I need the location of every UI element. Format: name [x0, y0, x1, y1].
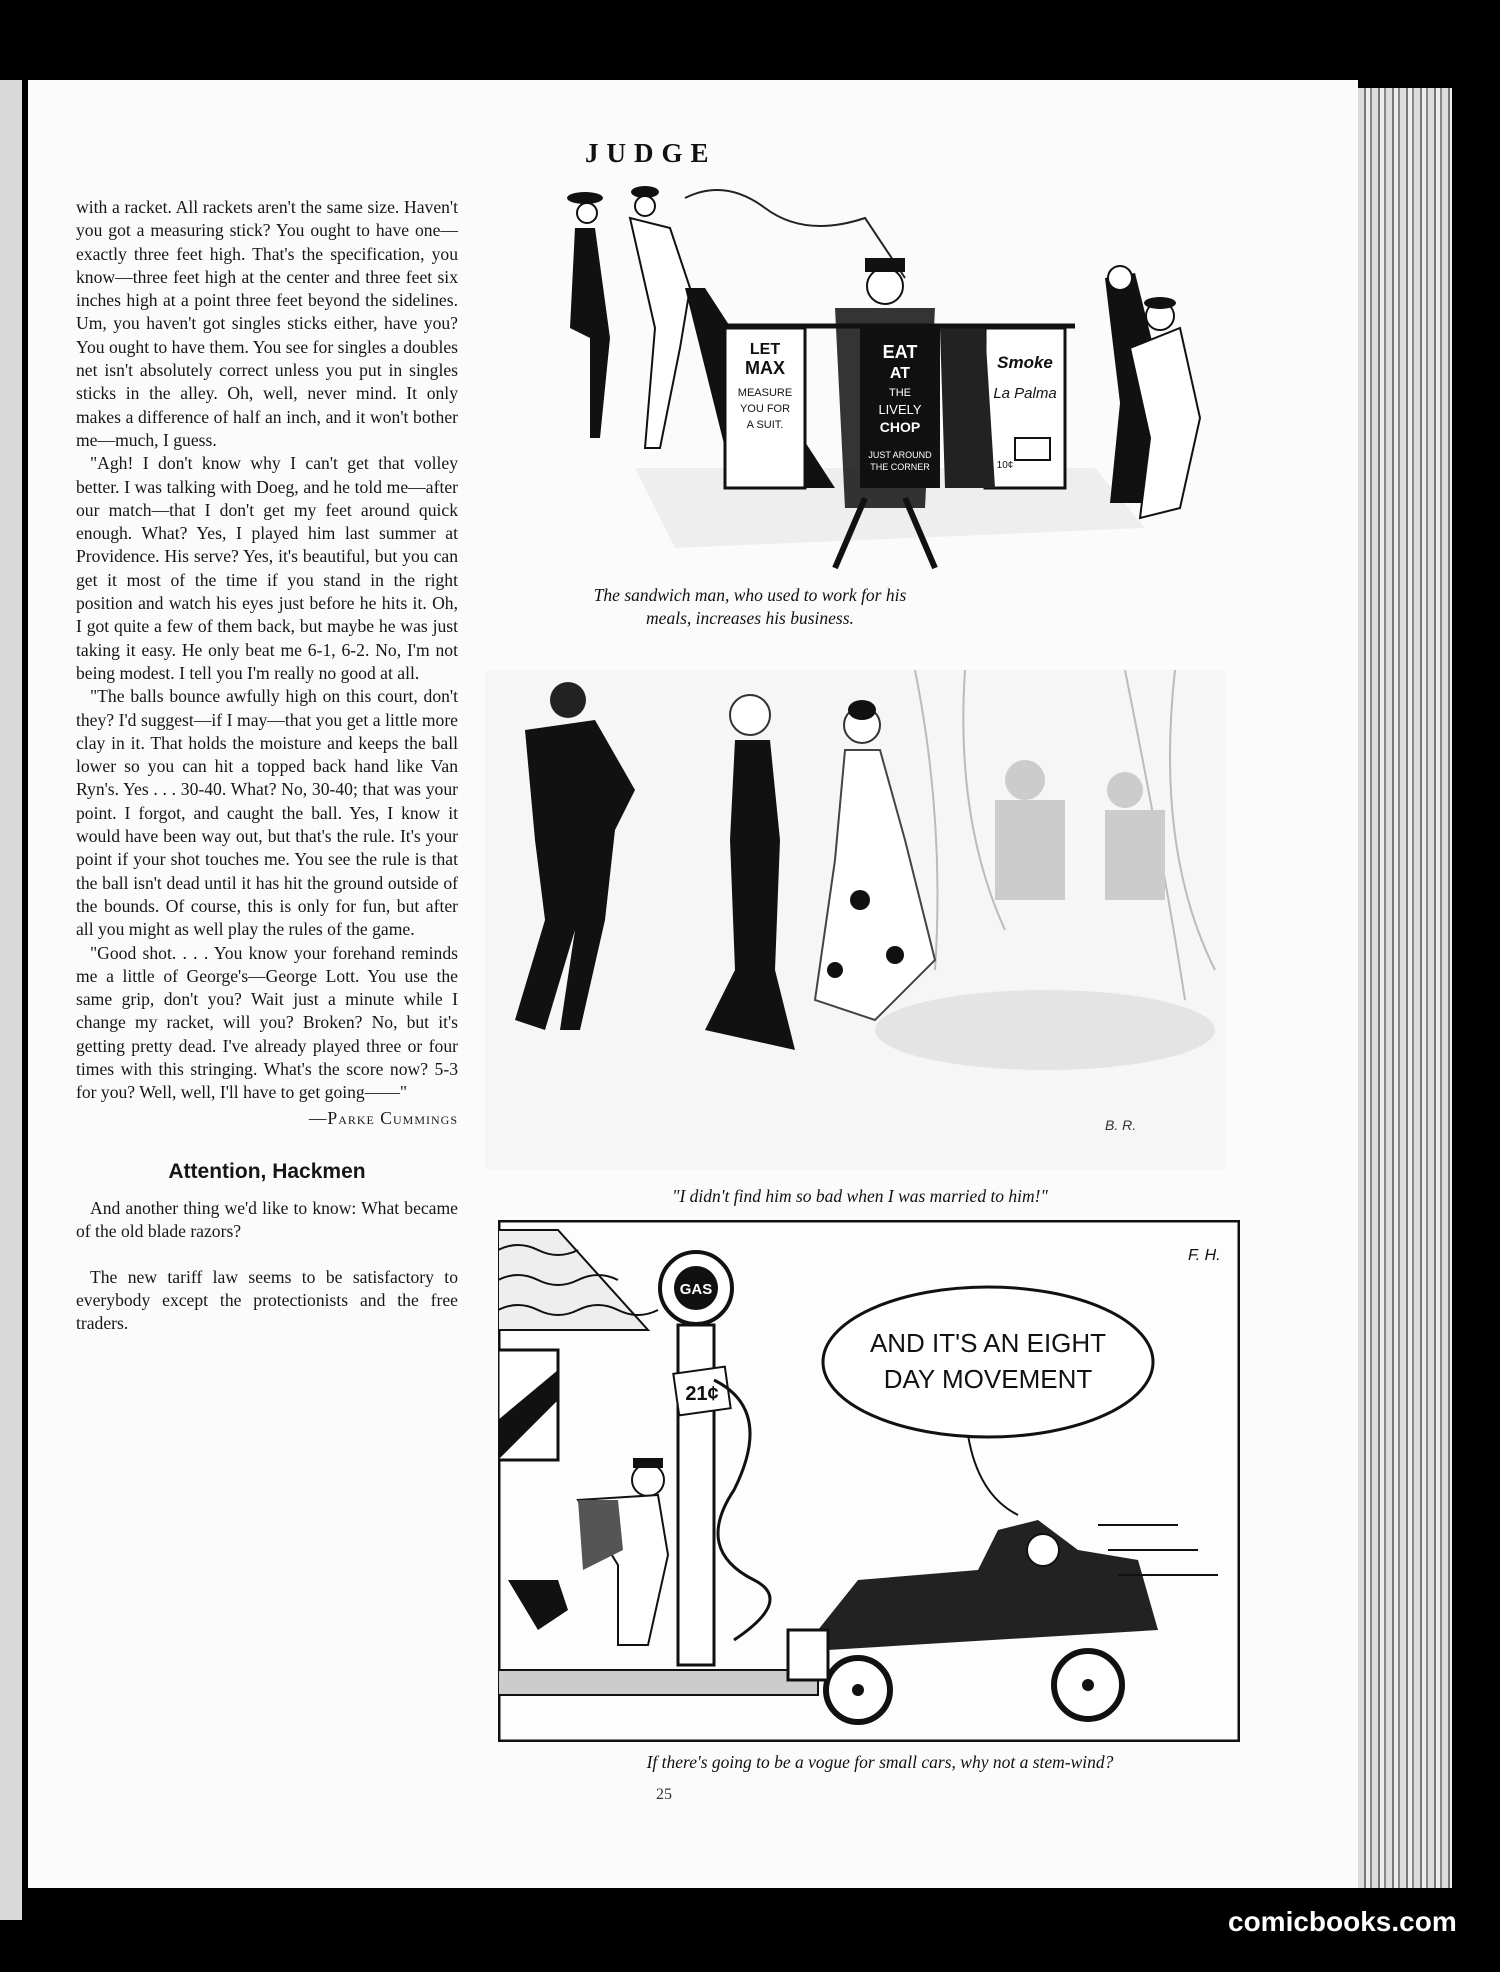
svg-text:B. R.: B. R.	[1105, 1117, 1137, 1133]
author-signature: —Parke Cummings	[308, 1107, 458, 1128]
page-number: 25	[656, 1786, 672, 1803]
sign-left-line: A SUIT.	[746, 419, 784, 431]
section-item: And another thing we'd like to know: What became of the old blade razors?	[76, 1198, 458, 1242]
article-paragraph: "Good shot. . . . You know your forehand reminds me a little of George's—George Lott. You use the same grip, don't you? Wait just a minute while I change my racket, will you? Broken? No, but it's getting pretty dead. I've already played three or four times with this stringing. What's the score now? 5-3 for you? Well, well, I'll have to get going——"	[76, 942, 458, 1103]
sign-left-line: LET	[749, 341, 781, 358]
sign-center-line: LIVELY	[878, 402, 922, 417]
article-paragraph: with a racket. All rackets aren't the same size. Haven't you got a measuring stick? You ought to have one—exactly three feet high. That's the specification, you know—three feet high at the center and three feet six inches high at a point three feet beyond the sidelines. Um, you haven't got singles sticks either, have you? You ought to have them. You see for singles a doubles net isn't absolutely correct unless you put in singles sticks in the alley. Oh, well, never mind. It only makes a difference of half an inch, and it won't bother me—much, I guess.	[76, 197, 458, 450]
dance-scene-cartoon	[485, 670, 1225, 1170]
price-tag: 21¢	[685, 1383, 719, 1405]
cartoon3-caption: If there's going to be a vogue for small cars, why not a stem-wind?	[646, 1752, 1114, 1772]
sign-left-line: MEASURE	[737, 387, 793, 399]
section-heading: Attention, Hackmen	[168, 1159, 366, 1183]
sign-center-line: JUST AROUND	[868, 450, 932, 460]
sign-center-line: THE	[889, 387, 911, 399]
cartoon1-caption	[520, 584, 980, 630]
sign-right-line: 10¢	[996, 460, 1014, 471]
book-page-stack-edge	[1352, 88, 1452, 1888]
sign-center-line: AT	[889, 365, 911, 382]
speech-line: DAY MOVEMENT	[883, 1364, 1093, 1394]
section-item: The new tariff law seems to be satisfactory to everybody except the protectionists and the free traders.	[76, 1266, 458, 1334]
caption-line: The sandwich man, who used to work for his	[593, 585, 907, 605]
svg-text:F. H.: F. H.	[1188, 1247, 1221, 1264]
text-column	[76, 196, 458, 1336]
article-paragraph: "Agh! I don't know why I can't get that volley better. I was talking with Doeg, and he told me—after our match—that I don't get my feet around quick enough. What? Yes, I played him last summer at Providence. His serve? Yes, it's beautiful, but you can get it most of the time if you stand in the right position and watch his eyes just before he hits it. Oh, I got quite a few of them back, but maybe he was just taking it easy. He only beat me 6-1, 6-2. No, I'm not being modest. I tell you I'm really no good at all.	[76, 453, 458, 683]
speech-line: AND IT'S AN EIGHT	[869, 1328, 1107, 1358]
sign-right-line: La Palma	[993, 385, 1057, 402]
sandwich-man-cartoon	[535, 168, 1235, 638]
sign-left-line: MAX	[745, 358, 785, 378]
watermark: comicbooks.com	[1228, 1906, 1457, 1937]
sign-right-line: Smoke	[997, 353, 1053, 372]
sign-center-line: THE CORNER	[870, 462, 930, 472]
article-paragraph: "The balls bounce awfully high on this court, don't they? I'd suggest—if I may—that you get a little more clay in it. That holds the moisture and keeps the ball lower so you can hit a topped back hand like Van Ryn's. Yes . . . 30-40. What? No, 30-40; that was your point. I forgot, and caught the ball. Yes, I know it would have been way out, but that's the rule. It's your point if your shot touches me. You see the rule is that the ball isn't dead until it has hit the ground outside of the bounds. Of course, this is only for fun, but after all you might as well play the rules of the game.	[76, 686, 458, 940]
sign-left-line: YOU FOR	[739, 403, 791, 415]
cartoon2-caption: "I didn't find him so bad when I was married to him!"	[672, 1186, 1048, 1206]
caption-line: meals, increases his business.	[646, 608, 854, 628]
gas-sign-text: GAS	[679, 1281, 713, 1298]
adjacent-page-edge	[0, 80, 22, 1920]
gas-station-cartoon	[498, 1220, 1240, 1742]
sign-center-line: EAT	[882, 342, 918, 362]
masthead: JUDGE	[585, 138, 717, 168]
sign-center-line: CHOP	[879, 419, 921, 435]
